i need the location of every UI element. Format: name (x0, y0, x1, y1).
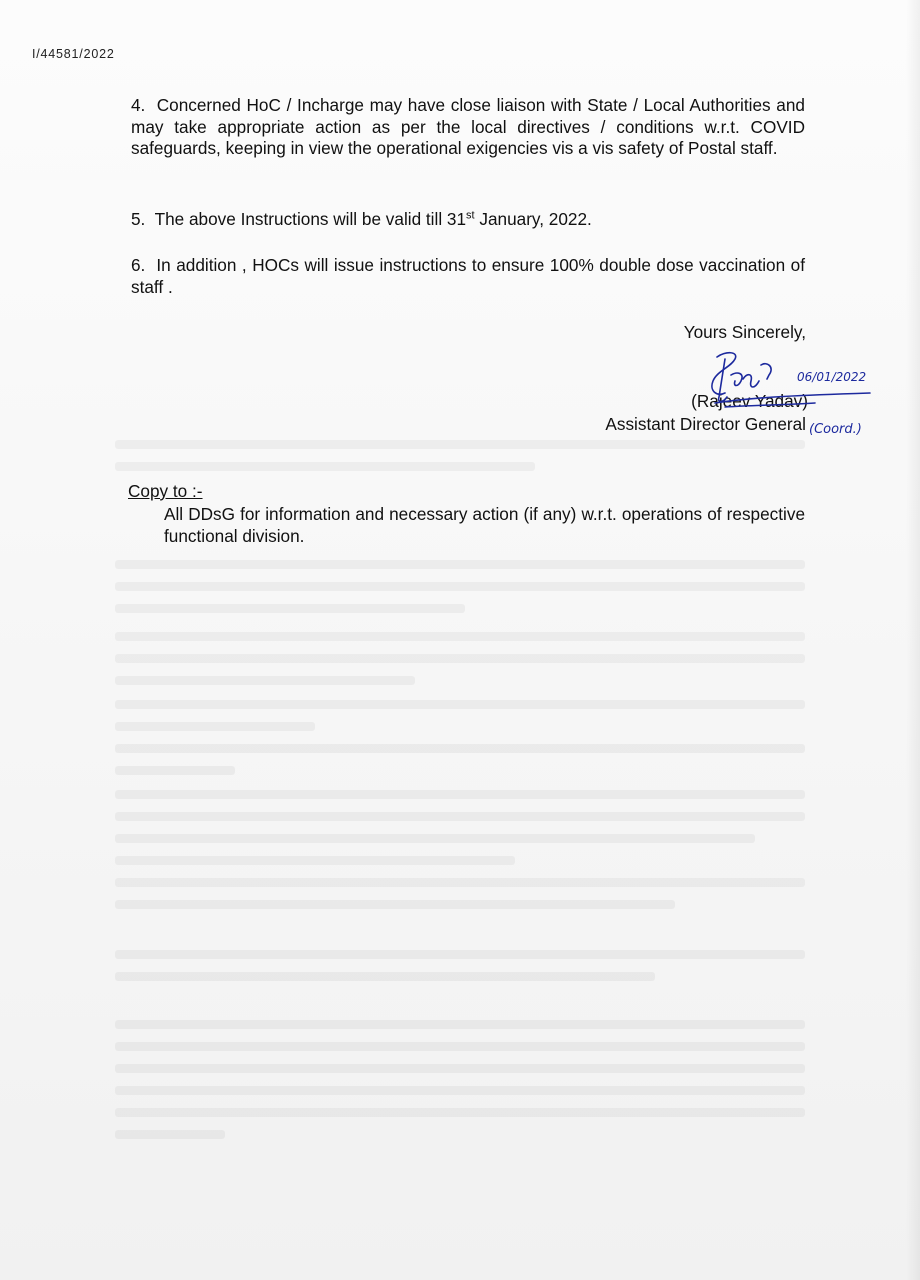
bleed-through-line (115, 1108, 805, 1117)
bleed-through-line (115, 604, 465, 613)
bleed-through-line (115, 812, 805, 821)
bleed-through-line (115, 900, 675, 909)
bleed-through-line (115, 790, 805, 799)
bleed-through-line (115, 632, 805, 641)
paragraph-4 (131, 95, 805, 160)
bleed-through-line (115, 972, 655, 981)
paragraph-number: 6. (131, 255, 146, 275)
signature-coord-annotation: (Coord.) (809, 422, 862, 437)
bleed-through-line (115, 878, 805, 887)
bleed-through-line (115, 950, 805, 959)
date-superscript: st (466, 209, 475, 222)
paragraph-5 (131, 209, 805, 231)
copy-to-text: All DDsG for information and necessary action (if any) w.r.t. operations of respective functional division. (164, 504, 805, 546)
bleed-through-line (115, 1130, 225, 1139)
bleed-through-line (115, 766, 235, 775)
bleed-through-line (115, 560, 805, 569)
bleed-through-line (115, 722, 315, 731)
signature-date-annotation: 06/01/2022 (797, 370, 867, 384)
bleed-through-line (115, 462, 535, 471)
paragraph-6 (131, 255, 805, 298)
handwritten-signature (695, 345, 885, 445)
copy-to-heading: Copy to :- (128, 481, 203, 501)
signer-title: Assistant Director General (605, 414, 806, 434)
paragraph-number: 4. (131, 95, 146, 115)
bleed-through-line (115, 1020, 805, 1029)
bleed-through-line (115, 1042, 805, 1051)
bleed-through-line (115, 654, 805, 663)
bleed-through-line (115, 744, 805, 753)
page-edge-shadow (906, 0, 920, 1280)
bleed-through-line (115, 582, 805, 591)
paragraph-number: 5. (131, 209, 146, 229)
signer-name: (Rajeev Yadav) (691, 391, 808, 411)
bleed-through-line (115, 856, 515, 865)
bleed-through-line (115, 834, 755, 843)
paragraph-text-end: January, 2022. (474, 209, 592, 229)
paragraph-text: Concerned HoC / Incharge may have close liaison with State / Local Authorities and may take appropriate action as per the local directives / conditions w.r.t. COVID safeguards, keeping in view the operational exigencies vis a vis safety of Postal staff. (131, 95, 805, 159)
bleed-through-line (115, 700, 805, 709)
bleed-through-line (115, 1064, 805, 1073)
closing-salutation: Yours Sincerely, (683, 322, 806, 342)
reference-number: I/44581/2022 (32, 47, 115, 61)
bleed-through-line (115, 676, 415, 685)
paragraph-text: In addition , HOCs will issue instructions to ensure 100% double dose vaccination of staff . (131, 255, 805, 297)
paragraph-text: The above Instructions will be valid till 31 (154, 209, 467, 229)
bleed-through-line (115, 1086, 805, 1095)
